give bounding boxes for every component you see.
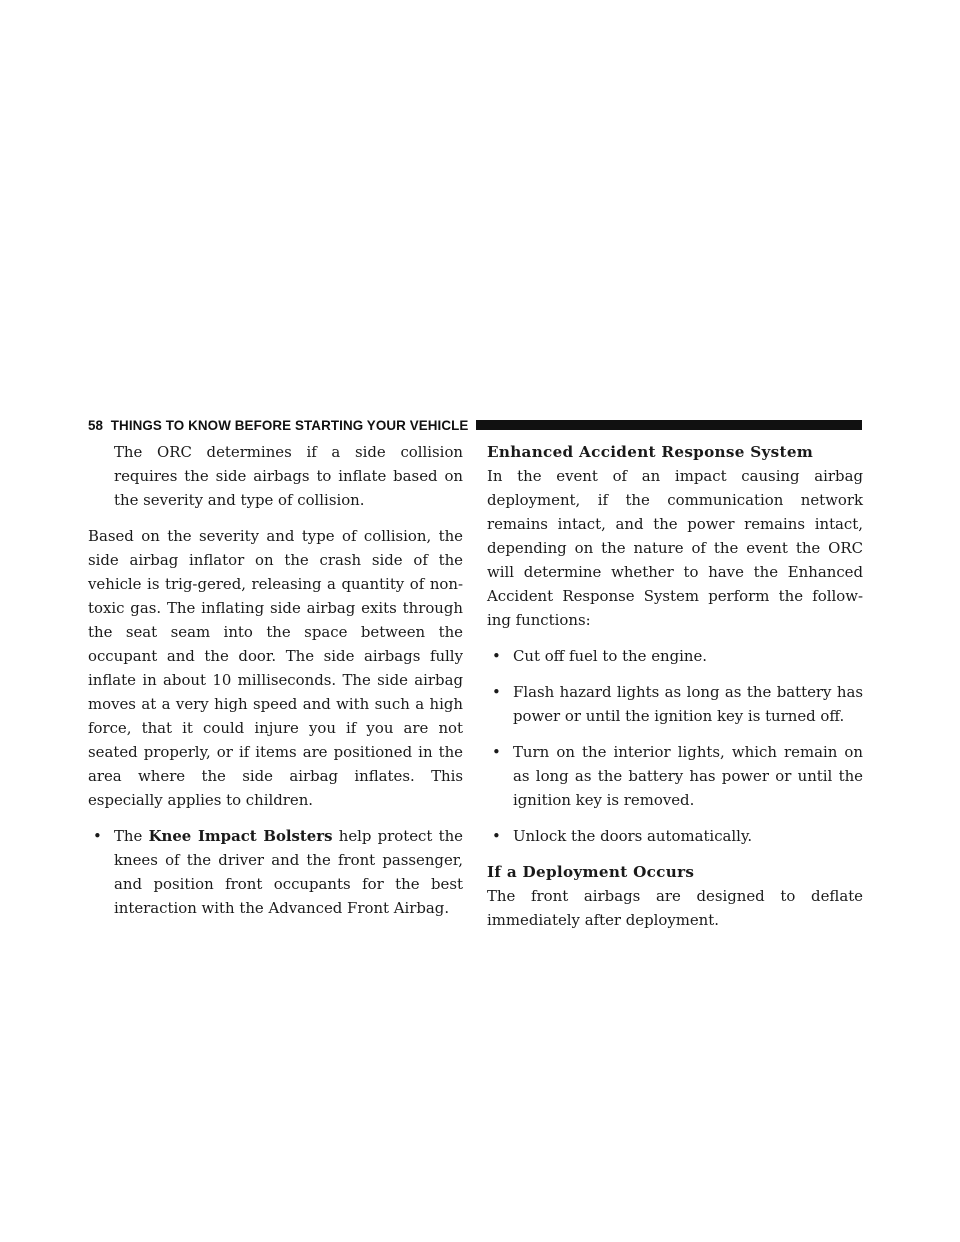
deployment-paragraph: The front airbags are designed to deflate immediately after deployment. (487, 887, 863, 929)
header-rule (476, 420, 862, 430)
list-item (487, 740, 863, 812)
list-item (487, 644, 863, 668)
orc-paragraph: The ORC determines if a side collision requires the side airbags to inflate based on the severity and type of collision. (114, 443, 463, 509)
heading-enhanced-accident-response: Enhanced Accident Response System (487, 443, 814, 461)
bullet-rest: help protect the knees of the driver and the front passenger, and position front occupants for the best interaction with the Advanced Front Airbag. (114, 827, 463, 917)
bullet-icon: • (492, 827, 501, 845)
list-item-text: Turn on the interior lights, which remain on as long as the battery has power or until the ignition key is removed. (513, 743, 863, 809)
bullet-lead: The (114, 827, 149, 845)
left-column (88, 440, 463, 920)
list-item-text: Flash hazard lights as long as the battery has power or until the ignition key is turned off. (513, 683, 863, 725)
list-item (487, 824, 863, 848)
section-title: THINGS TO KNOW BEFORE STARTING YOUR VEHICLE (110, 417, 469, 433)
list-item-text: Cut off fuel to the engine. (513, 647, 708, 665)
list-item (487, 680, 863, 728)
bullet-icon: • (93, 827, 102, 845)
bullet-icon: • (492, 647, 501, 665)
knee-bolster-bullet (88, 824, 463, 920)
bullet-icon: • (492, 743, 501, 761)
page-number: 58 (88, 417, 104, 433)
intro-paragraph: In the event of an impact causing airbag deployment, if the communication network remains intact, and the power remains intact, depending on the nature of the event the ORC will determine whether to have the Enhanced Accident Response System perform the follow-ing functions: (487, 467, 863, 629)
side-airbag-paragraph: Based on the severity and type of collision, the side airbag inflator on the crash side of the vehicle is trig-gered, releasing a quantity of non-toxic gas. The inflating side airbag exits through the seat seam into the space between the occupant and the door. The side airbags fully inflate in about 10 milliseconds. The side airbag moves at a very high speed and with such a high force, that it could injure you if you are not seated properly, or if items are positioned in the area where the side airbag inflates. This especially applies to children. (88, 527, 463, 809)
list-item-text: Unlock the doors automatically. (513, 827, 753, 845)
right-column (487, 440, 863, 932)
heading-deployment-occurs: If a Deployment Occurs (487, 863, 695, 881)
header-text (88, 418, 468, 433)
page-header (88, 416, 862, 434)
bullet-bold-term: Knee Impact Bolsters (148, 827, 333, 845)
bullet-icon: • (492, 683, 501, 701)
